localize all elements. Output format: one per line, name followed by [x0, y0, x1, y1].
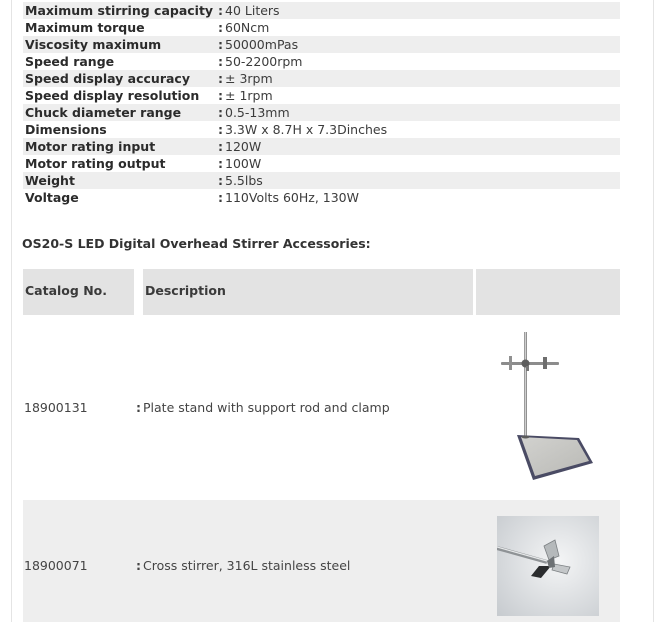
- spec-value: ± 1rpm: [225, 88, 273, 103]
- spec-value: 50-2200rpm: [225, 54, 303, 69]
- spec-label: Speed display resolution: [25, 88, 200, 103]
- spec-value-cell: : 110Volts 60Hz, 130W: [218, 190, 359, 205]
- column-header-catalog: Catalog No.: [23, 269, 134, 315]
- spec-value-cell: : 60Ncm: [218, 20, 270, 35]
- spec-row: [23, 172, 620, 189]
- spec-value: 110Volts 60Hz, 130W: [225, 190, 359, 205]
- spec-value: 40 Liters: [225, 3, 280, 18]
- spec-value: 100W: [225, 156, 262, 171]
- spec-label: Maximum stirring capacity: [23, 2, 218, 19]
- spec-label: Motor rating input: [23, 138, 218, 155]
- spec-row: [23, 2, 620, 19]
- spec-value-cell: : 3.3W x 8.7H x 7.3Dinches: [218, 122, 388, 137]
- spec-value-cell: : ± 1rpm: [218, 88, 273, 103]
- catalog-number: 18900131: [24, 400, 88, 415]
- spec-row: [23, 121, 620, 138]
- spec-label: Dimensions: [25, 122, 107, 137]
- catalog-number: 18900071: [24, 558, 88, 573]
- spec-value-cell: : 50-2200rpm: [218, 54, 303, 69]
- spec-label: Viscosity maximum: [23, 36, 218, 53]
- accessory-description: : Cross stirrer, 316L stainless steel: [136, 558, 351, 573]
- spec-value-cell: : 5.5lbs: [218, 172, 620, 189]
- spec-value: 60Ncm: [225, 20, 270, 35]
- spec-row: [23, 104, 620, 121]
- plate-stand-image: [497, 330, 599, 488]
- spec-row: [23, 70, 620, 87]
- spec-value-cell: : 0.5-13mm: [218, 104, 620, 121]
- spec-row: [23, 36, 620, 53]
- spec-value: ± 3rpm: [225, 71, 273, 86]
- spec-value: 5.5lbs: [225, 173, 263, 188]
- accessories-heading: OS20-S LED Digital Overhead Stirrer Accessories:: [22, 236, 371, 251]
- spec-value-cell: : 120W: [218, 138, 620, 155]
- spec-value: 50000mPas: [225, 37, 299, 52]
- spec-label: Speed range: [25, 54, 115, 69]
- spec-value-cell: : ± 3rpm: [218, 70, 620, 87]
- spec-value: 0.5-13mm: [225, 105, 290, 120]
- spec-label: Motor rating output: [25, 156, 166, 171]
- column-header-description: Description: [143, 269, 473, 315]
- spec-value-cell: : 100W: [218, 156, 262, 171]
- spec-value: 3.3W x 8.7H x 7.3Dinches: [225, 122, 388, 137]
- spec-label: Chuck diameter range: [23, 104, 218, 121]
- spec-label: Voltage: [25, 190, 79, 205]
- spec-label: Speed display accuracy: [23, 70, 218, 87]
- spec-value-cell: : 50000mPas: [218, 36, 620, 53]
- specifications-table: [23, 2, 620, 206]
- spec-label: Maximum torque: [25, 20, 145, 35]
- spec-row: [23, 19, 620, 36]
- spec-row: [23, 189, 620, 206]
- accessory-description: : Plate stand with support rod and clamp: [136, 400, 390, 415]
- spec-row: [23, 138, 620, 155]
- spec-row: [23, 53, 620, 70]
- spec-label: Weight: [23, 172, 218, 189]
- column-header-image: [476, 269, 620, 315]
- spec-row: [23, 87, 620, 104]
- cross-stirrer-image: [497, 516, 599, 616]
- spec-value-cell: : 40 Liters: [218, 2, 620, 19]
- spec-row: [23, 155, 620, 172]
- spec-value: 120W: [225, 139, 262, 154]
